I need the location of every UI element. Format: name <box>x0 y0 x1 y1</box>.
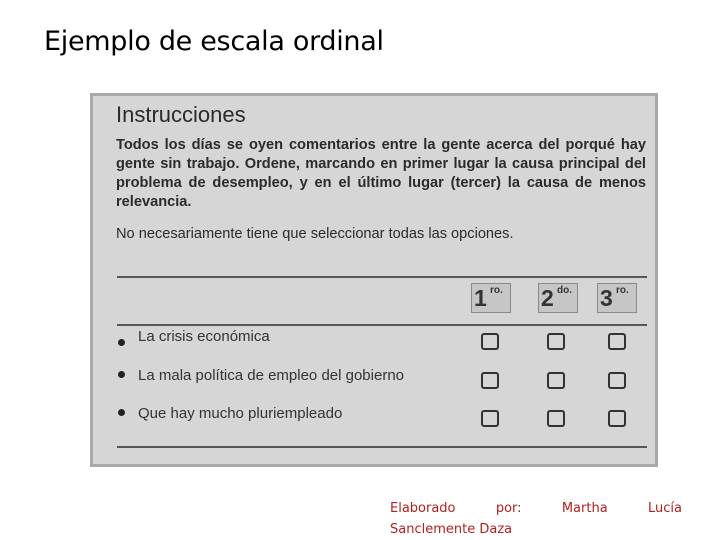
option-label: Que hay mucho pluriempleado <box>138 405 343 422</box>
bullet-icon <box>118 339 125 346</box>
checkbox-rank-2[interactable] <box>547 372 565 389</box>
rank-header-first <box>471 283 511 313</box>
option-row <box>117 364 647 390</box>
checkbox-rank-1[interactable] <box>481 333 499 350</box>
checkbox-rank-3[interactable] <box>608 372 626 389</box>
checkbox-rank-3[interactable] <box>608 410 626 427</box>
credit-word: Martha <box>561 501 608 516</box>
slide-title: Ejemplo de escala ordinal <box>44 26 384 57</box>
bullet-icon <box>118 409 125 416</box>
checkbox-rank-3[interactable] <box>608 333 626 350</box>
checkbox-rank-1[interactable] <box>481 410 499 427</box>
rank-header-second <box>538 283 578 313</box>
checkbox-rank-1[interactable] <box>481 372 499 389</box>
credit-line-2: Sanclemente Daza <box>390 522 513 537</box>
credit-word: Lucía <box>648 501 682 516</box>
rank-suffix: do. <box>557 285 572 296</box>
checkbox-rank-2[interactable] <box>547 410 565 427</box>
rank-suffix: ro. <box>490 285 503 296</box>
author-credit <box>390 498 682 540</box>
option-row <box>117 402 647 428</box>
rank-header-third <box>597 283 637 313</box>
instructions-text: Todos los días se oyen comentarios entre la gente acerca del porqué hay gente sin trabajo. Ordene, marcando en primer lugar la causa principal del problema de desempleo, y en el último lugar (tercer) la causa de menos relevancia. <box>116 137 646 210</box>
option-row <box>117 325 647 351</box>
checkbox-rank-2[interactable] <box>547 333 565 350</box>
divider-bottom <box>117 446 647 448</box>
questionnaire-panel <box>90 93 658 467</box>
option-label: La mala política de empleo del gobierno <box>138 367 405 384</box>
note-text: No necesariamente tiene que seleccionar todas las opciones. <box>116 226 514 242</box>
rank-number: 1 <box>474 285 487 311</box>
instructions-heading: Instrucciones <box>116 102 246 127</box>
credit-word: Elaborado <box>390 501 456 516</box>
option-label: La crisis económica <box>138 328 270 345</box>
rank-number: 3 <box>600 285 613 311</box>
rank-suffix: ro. <box>616 285 629 296</box>
credit-word: por: <box>495 501 522 516</box>
divider-top <box>117 276 647 278</box>
rank-number: 2 <box>541 285 554 311</box>
bullet-icon <box>118 371 125 378</box>
